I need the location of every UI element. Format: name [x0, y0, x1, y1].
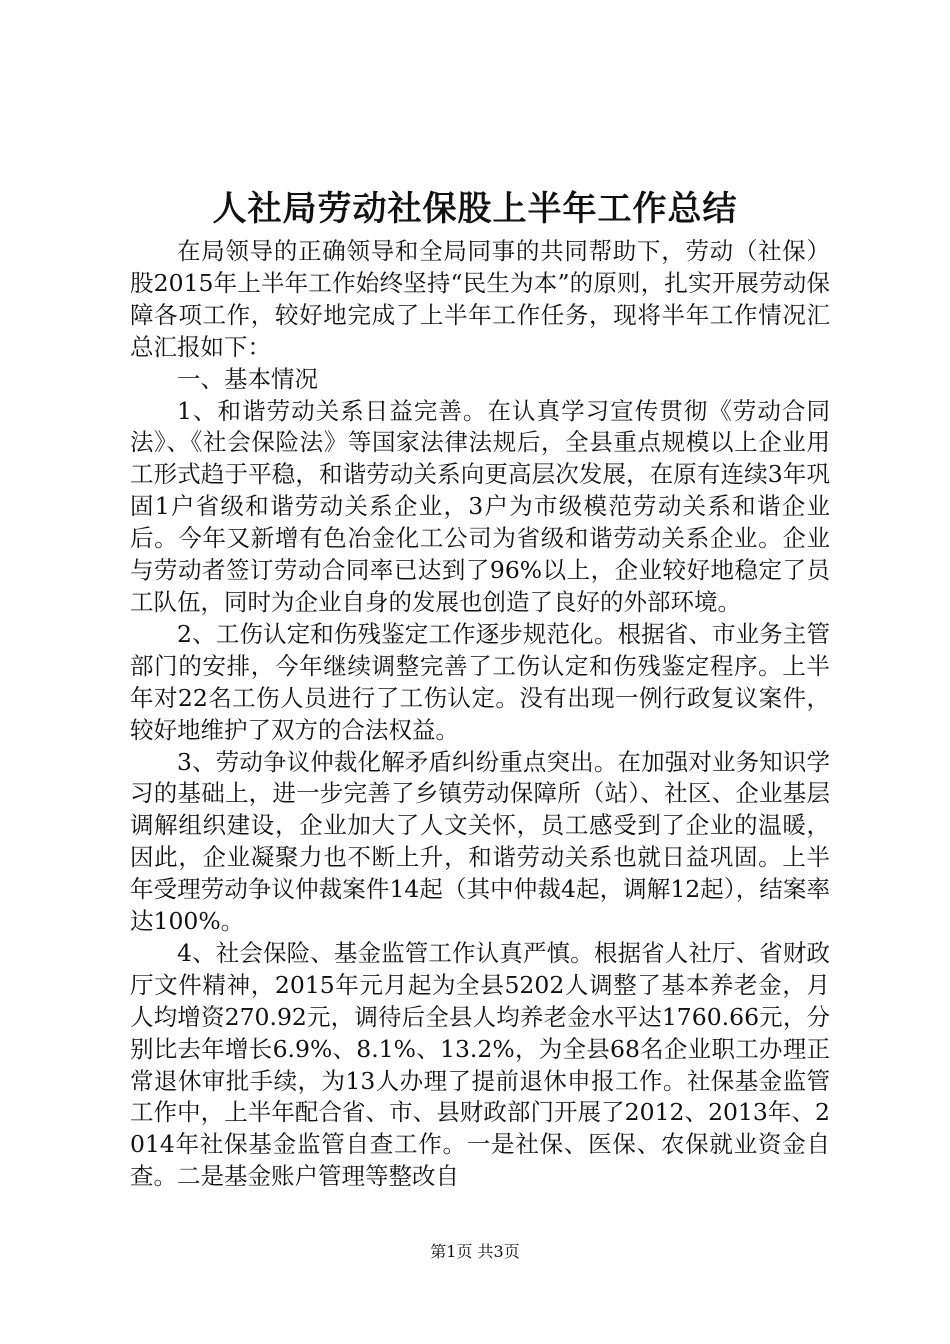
document-title: 人社局劳动社保股上半年工作总结	[212, 189, 738, 229]
page-number-footer: 第1页 共3页	[430, 1242, 520, 1261]
intro-paragraph: 在局领导的正确领导和全局同事的共同帮助下，劳动（社保）股2015年上半年工作始终坚持“民生为本”的原则，扎实开展劳动保障各项工作，较好地完成了上半年工作任务，现将半年工作情况汇总汇报如下：	[130, 237, 830, 361]
paragraph-social-insurance: 4、社会保险、基金监管工作认真严慎。根据省人社厅、省财政厅文件精神，2015年元月起为全县5202人调整了基本养老金，月人均增资270.92元，调待后全县人均养老金水平达1760.66元，分别比去年增长6.9%、8.1%、13.2%，为全县68名企业职工办理正常退休审批手续，为13人办理了提前退休申报工作。社保基金监管工作中，上半年配合省、市、县财政部门开展了2012、2013年、2014年社保基金监管自查工作。一是社保、医保、农保就业资金自查。二是基金账户管理等整改自	[130, 938, 830, 1191]
paragraph-labor-relations: 1、和谐劳动关系日益完善。在认真学习宣传贯彻《劳动合同法》、《社会保险法》等国家法律法规后，全县重点规模以上企业用工形式趋于平稳，和谐劳动关系向更高层次发展，在原有连续3年巩固1户省级和谐劳动关系企业，3户为市级模范劳动关系和谐企业后。今年又新增有色冶金化工公司为省级和谐劳动关系企业。企业与劳动者签订劳动合同率已达到了96%以上，企业较好地稳定了员工队伍，同时为企业自身的发展也创造了良好的外部环境。	[130, 396, 830, 616]
paragraph-work-injury: 2、工伤认定和伤残鉴定工作逐步规范化。根据省、市业务主管部门的安排，今年继续调整完善了工伤认定和伤残鉴定程序。上半年对22名工伤人员进行了工伤认定。没有出现一例行政复议案件，较好地维护了双方的合法权益。	[130, 619, 830, 744]
section-heading-basic-situation: 一、基本情况	[177, 364, 318, 393]
paragraph-labor-arbitration: 3、劳动争议仲裁化解矛盾纠纷重点突出。在加强对业务知识学习的基础上，进一步完善了乡镇劳动保障所（站）、社区、企业基层调解组织建设，企业加大了人文关怀，员工感受到了企业的温暖，因此，企业凝聚力也不断上升，和谐劳动关系也就日益巩固。上半年受理劳动争议仲裁案件14起（其中仲裁4起，调解12起），结案率达100%。	[130, 747, 830, 936]
document-body	[130, 236, 830, 1193]
